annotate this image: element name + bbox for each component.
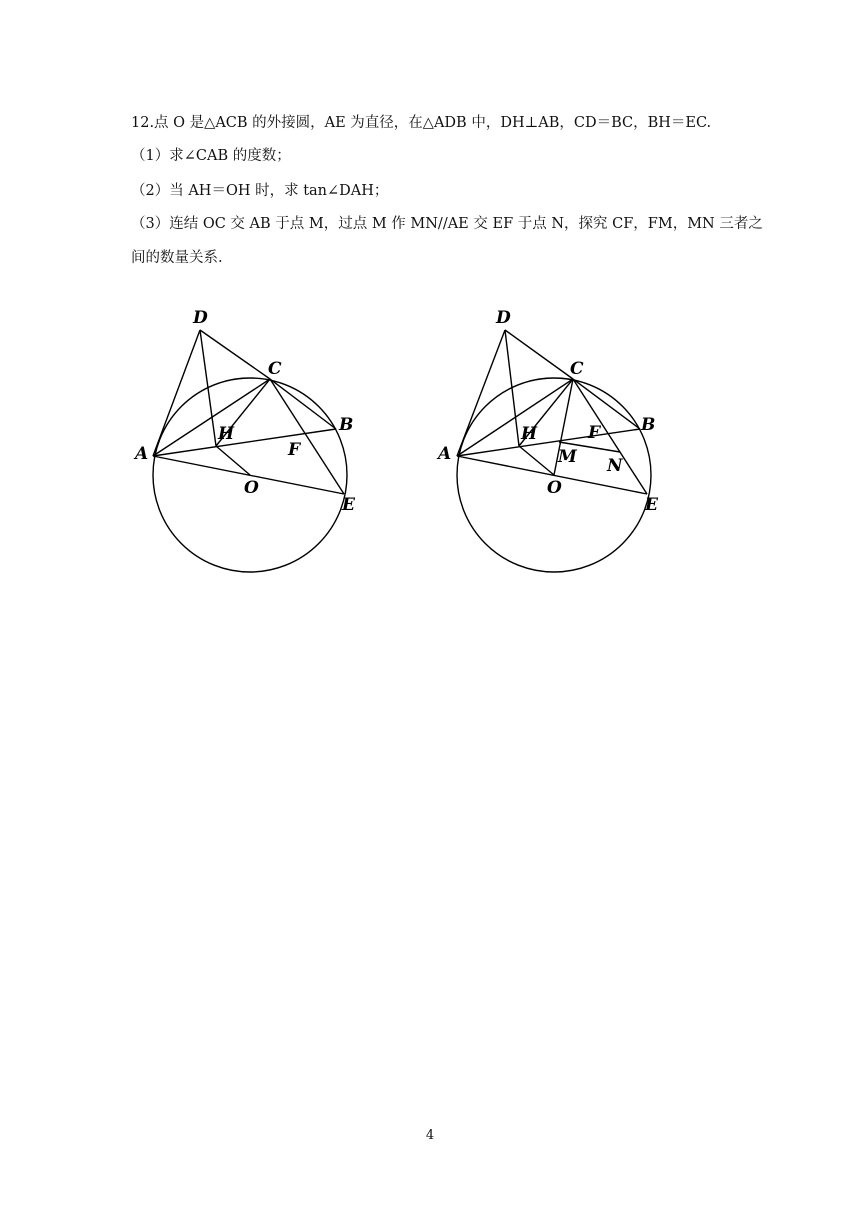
segment-ac <box>153 379 270 456</box>
label-a: A <box>438 444 452 464</box>
segment-ab <box>153 429 336 456</box>
label-o: O <box>547 478 562 498</box>
geometry-figure-2 <box>432 300 672 580</box>
segment-ad <box>153 330 200 456</box>
page-number: 4 <box>425 1128 435 1143</box>
problem-statement: 12.点 O 是△ACB 的外接圆，AE 为直径，在△ADB 中，DH⊥AB，CD＝BC，BH＝EC. <box>131 115 712 131</box>
segment-cb <box>573 379 640 429</box>
label-h: H <box>218 424 235 444</box>
label-d: D <box>193 308 208 328</box>
segment-dh <box>505 330 519 446</box>
question-part-3-line-2: 间的数量关系. <box>131 250 223 266</box>
segment-dc <box>505 330 573 379</box>
label-c: C <box>268 359 282 379</box>
segment-dh <box>200 330 216 446</box>
segment-ho <box>216 446 250 475</box>
question-part-3-line-1: （3）连结 OC 交 AB 于点 M，过点 M 作 MN//AE 交 EF 于点 N，探究 CF，FM，MN 三者之 <box>131 216 763 232</box>
label-a: A <box>135 444 149 464</box>
segment-ad <box>457 330 505 456</box>
label-o: O <box>244 478 259 498</box>
label-f: F <box>288 440 301 460</box>
question-part-1: （1）求∠CAB 的度数； <box>131 148 291 164</box>
label-e: E <box>342 495 355 515</box>
label-b: B <box>641 415 656 435</box>
label-h: H <box>521 424 538 444</box>
label-n: N <box>607 456 623 476</box>
label-f: F <box>588 423 601 443</box>
label-c: C <box>570 359 584 379</box>
segment-ho <box>519 446 554 475</box>
label-m: M <box>558 447 577 467</box>
segment-cb <box>270 379 336 429</box>
question-part-2: （2）当 AH＝OH 时，求 tan∠DAH； <box>131 183 389 199</box>
segment-ab <box>457 429 640 456</box>
geometry-figure-1 <box>128 300 368 580</box>
label-d: D <box>496 308 511 328</box>
segment-ac <box>457 379 573 456</box>
label-e: E <box>645 495 658 515</box>
label-b: B <box>339 415 354 435</box>
segment-dc <box>200 330 270 379</box>
